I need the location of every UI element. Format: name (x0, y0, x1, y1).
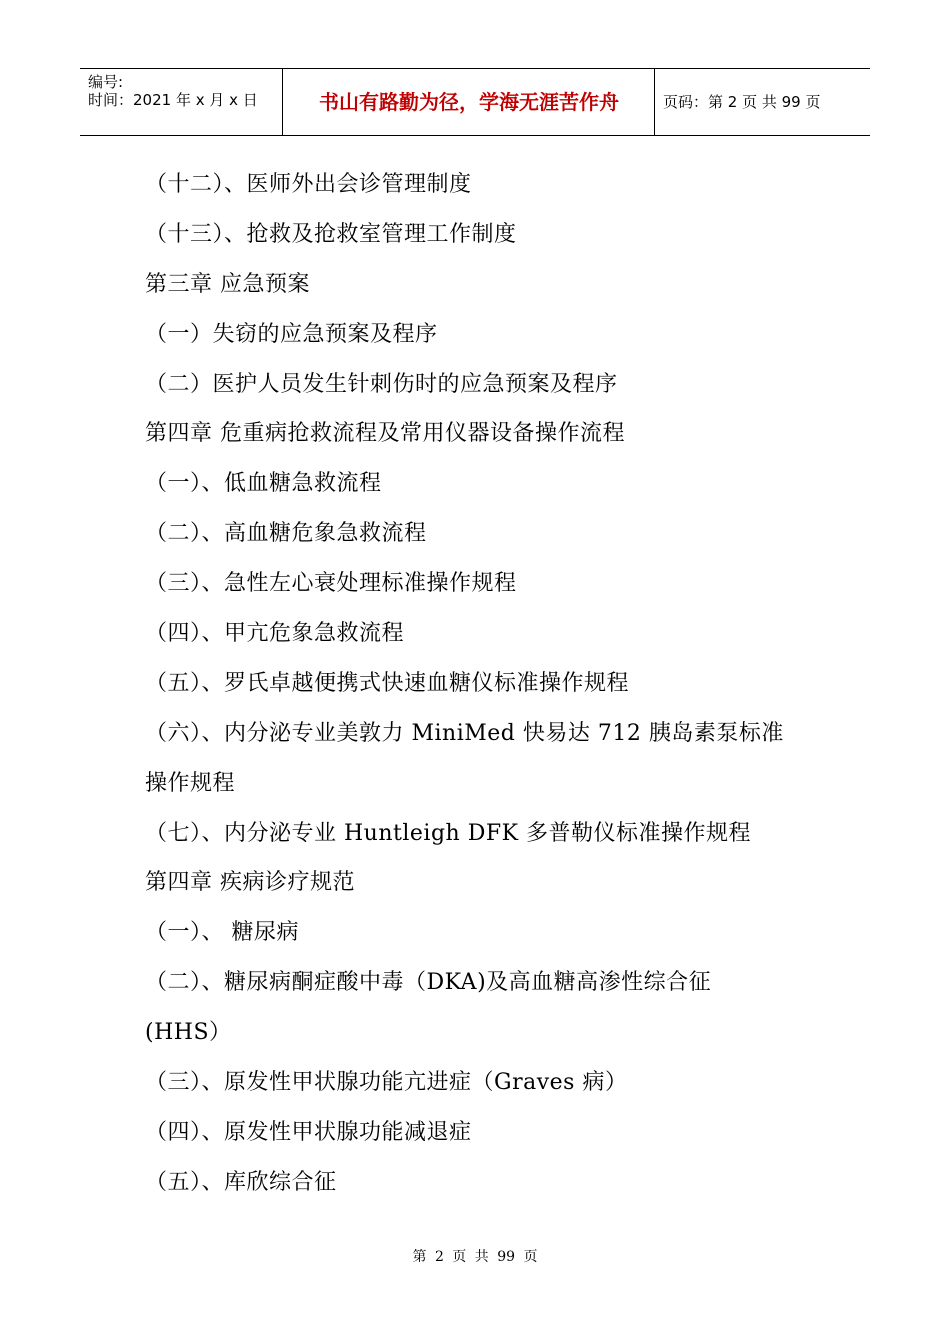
toc-line: （二）医护人员发生针刺伤时的应急预案及程序 (145, 371, 618, 397)
toc-chapter-heading: 第三章 应急预案 (145, 271, 310, 297)
toc-chapter-heading: 第四章 危重病抢救流程及常用仪器设备操作流程 (145, 421, 625, 447)
toc-line: （四）、甲亢危象急救流程 (145, 621, 405, 647)
toc-line: （二）、糖尿病酮症酸中毒（DKA)及高血糖高渗性综合征 (145, 970, 712, 996)
toc-line: （五）、库欣综合征 (145, 1169, 337, 1195)
header-motto-cell (283, 69, 655, 135)
toc-line: （七）、内分泌专业 Huntleigh DFK 多普勒仪标准操作规程 (145, 820, 752, 846)
toc-line: （三）、急性左心衰处理标准操作规程 (145, 571, 517, 597)
table-of-contents (145, 160, 810, 1208)
toc-chapter-heading: 第四章 疾病诊疗规范 (145, 870, 355, 896)
toc-line: （二）、高血糖危象急救流程 (145, 521, 427, 547)
document-header (80, 68, 870, 136)
header-page-cell (655, 69, 870, 135)
toc-line: （四）、原发性甲状腺功能减退症 (145, 1119, 472, 1145)
toc-line: （五）、罗氏卓越便携式快速血糖仪标准操作规程 (145, 670, 630, 696)
document-date: 时间：2021 年 x 月 x 日 (88, 91, 258, 109)
page-footer: 第 2 页 共 99 页 (412, 1249, 538, 1265)
document-number-label: 编号: (88, 73, 124, 91)
header-motto: 书山有路勤为径，学海无涯苦作舟 (319, 90, 619, 114)
toc-line: （十二）、医师外出会诊管理制度 (145, 172, 472, 197)
toc-line: （一）、低血糖急救流程 (145, 471, 382, 497)
header-page-info: 页码：第 2 页 共 99 页 (663, 93, 821, 111)
toc-line: （三）、原发性甲状腺功能亢进症（Graves 病） (145, 1070, 628, 1096)
toc-line: （六）、内分泌专业美敦力 MiniMed 快易达 712 胰岛素泵标准 (145, 720, 784, 746)
toc-line-continuation: 操作规程 (145, 770, 236, 796)
toc-line: （一）、 糖尿病 (145, 920, 299, 946)
toc-line-continuation: (HHS） (145, 1020, 232, 1046)
toc-line: （一）失窃的应急预案及程序 (145, 321, 438, 347)
header-meta-cell (80, 69, 283, 135)
toc-line: （十三）、抢救及抢救室管理工作制度 (145, 221, 517, 247)
